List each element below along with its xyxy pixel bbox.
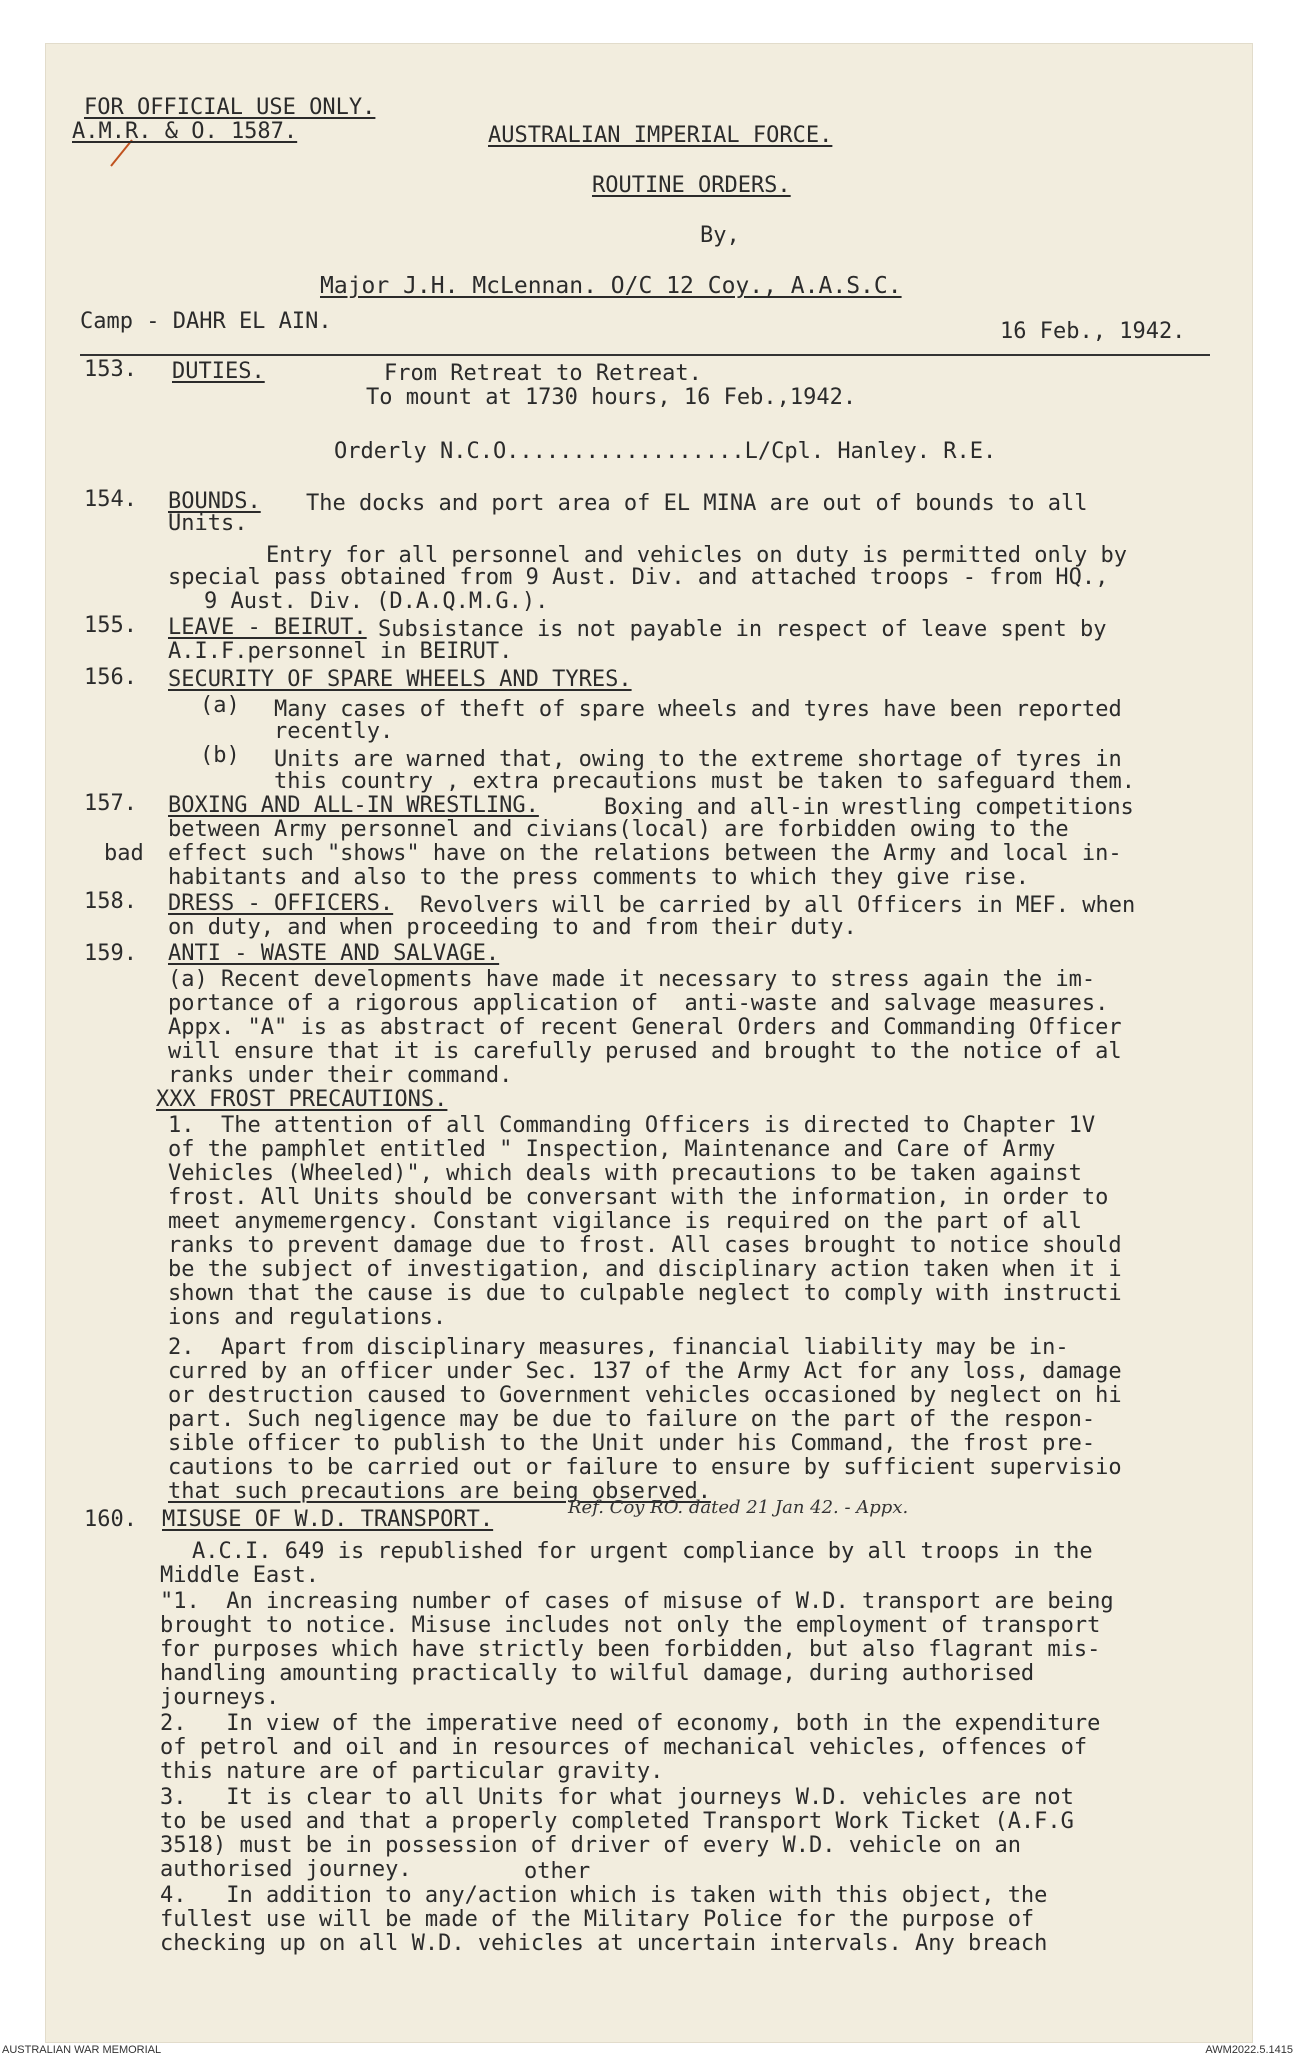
item-160-line: A.C.I. 649 is republished for urgent compliance by all troops in the	[192, 1539, 1093, 1564]
item-155-line: Subsistance is not payable in respect of leave spent by	[378, 617, 1107, 642]
item-159-line: that such precautions are being observed.	[168, 1479, 712, 1504]
item-159-line: will ensure that it is carefully perused and brought to the notice of al	[168, 1039, 1122, 1064]
official-use-label: FOR OFFICIAL USE ONLY.	[84, 95, 376, 120]
item-160-line: 3518) must be in possession of driver of every W.D. vehicle on an	[160, 1833, 1021, 1858]
item-156-line: Many cases of theft of spare wheels and tyres have been reported	[274, 697, 1122, 722]
item-156-line: Units are warned that, owing to the extreme shortage of tyres in	[274, 747, 1122, 772]
footer-source: AUSTRALIAN WAR MEMORIAL	[2, 2044, 162, 2056]
item-159-title: ANTI - WASTE AND SALVAGE.	[168, 941, 500, 966]
item-160-line: checking up on all W.D. vehicles at uncertain intervals. Any breach	[160, 1931, 1048, 1956]
item-160-line: fullest use will be made of the Military Police for the purpose of	[160, 1907, 1035, 1932]
item-159-line: portance of a rigorous application of anti-waste and salvage measures.	[168, 991, 1109, 1016]
item-153-line: Orderly N.C.O..................L/Cpl. Hanley. R.E.	[334, 439, 997, 464]
item-154-line: Units.	[168, 511, 248, 536]
item-155-line: A.I.F.personnel in BEIRUT.	[168, 639, 513, 664]
item-159-line: shown that the cause is due to culpable neglect to comply with instructi	[168, 1281, 1122, 1306]
item-159-line: 2. Apart from disciplinary measures, financial liability may be in-	[168, 1335, 1069, 1360]
item-160-line: to be used and that a properly completed Transport Work Ticket (A.F.G	[160, 1809, 1074, 1834]
item-157-margin-note: bad	[104, 841, 144, 866]
item-157-number: 157.	[84, 791, 137, 816]
item-159-line: sible officer to publish to the Unit under his Command, the frost pre-	[168, 1431, 1096, 1456]
item-160-insert: other	[524, 1859, 591, 1884]
item-160-line: "1. An increasing number of cases of misuse of W.D. transport are being	[160, 1589, 1114, 1614]
item-159-line: ranks to prevent damage due to frost. All cases brought to notice should	[168, 1233, 1122, 1258]
item-159-line: ranks under their command.	[168, 1063, 513, 1088]
item-156-a-label: (a)	[200, 693, 240, 718]
item-157-line: effect such "shows" have on the relations between the Army and local in-	[168, 841, 1122, 866]
item-157-line: habitants and also to the press comments to which they give rise.	[168, 865, 1029, 890]
item-159-line: or destruction caused to Government vehicles occasioned by neglect on hi	[168, 1383, 1122, 1408]
item-160-line: Middle East.	[160, 1563, 319, 1588]
item-158-line: on duty, and when proceeding to and from their duty.	[168, 915, 857, 940]
item-159-line: frost. All Units should be conversant with the information, in order to	[168, 1185, 1109, 1210]
frost-precautions-title: XXX FROST PRECAUTIONS.	[156, 1087, 448, 1112]
item-156-number: 156.	[84, 665, 137, 690]
item-155-title: LEAVE - BEIRUT.	[168, 615, 367, 640]
order-date: 16 Feb., 1942.	[1000, 319, 1186, 344]
item-159-line: meet anymemergency. Constant vigilance is required on the part of all	[168, 1209, 1082, 1234]
item-153-line: From Retreat to Retreat.	[384, 361, 702, 386]
item-157-line: Boxing and all-in wrestling competitions	[604, 795, 1134, 820]
item-160-line: this nature are of particular gravity.	[160, 1759, 664, 1784]
amr-reference: A.M.R. & O. 1587.	[72, 119, 298, 144]
item-154-title: BOUNDS.	[168, 489, 261, 514]
item-159-line: be the subject of investigation, and disciplinary action taken when it i	[168, 1257, 1122, 1282]
footer-reference: AWM2022.5.1415	[1205, 2044, 1293, 2056]
item-154-line: 9 Aust. Div. (D.A.Q.M.G.).	[204, 589, 549, 614]
item-156-line: recently.	[274, 719, 394, 744]
item-160-line: handling amounting practically to wilful damage, during authorised	[160, 1661, 1035, 1686]
item-160-line: journeys.	[160, 1685, 280, 1710]
item-158-number: 158.	[84, 889, 137, 914]
item-159-line: of the pamphlet entitled " Inspection, Maintenance and Care of Army	[168, 1137, 1056, 1162]
camp-line: Camp - DAHR EL AIN.	[80, 309, 332, 334]
item-154-line: The docks and port area of EL MINA are out of bounds to all	[306, 491, 1088, 516]
item-159-line: ions and regulations.	[168, 1305, 447, 1330]
item-158-line: Revolvers will be carried by all Officers in MEF. when	[420, 893, 1136, 918]
by-label: By,	[700, 223, 740, 248]
item-160-title: MISUSE OF W.D. TRANSPORT.	[162, 1507, 494, 1532]
item-160-line: brought to notice. Misuse includes not only the employment of transport	[160, 1613, 1101, 1638]
item-160-line: of petrol and oil and in resources of mechanical vehicles, offences of	[160, 1735, 1088, 1760]
item-159-number: 159.	[84, 941, 137, 966]
item-154-number: 154.	[84, 487, 137, 512]
item-154-line: special pass obtained from 9 Aust. Div. and attached troops - from HQ.,	[168, 565, 1109, 590]
author-line: Major J.H. McLennan. O/C 12 Coy., A.A.S.C.	[320, 273, 902, 299]
item-158-title: DRESS - OFFICERS.	[168, 891, 394, 916]
item-160-line: authorised journey.	[160, 1857, 412, 1882]
item-160-line: 4. In addition to any/action which is taken with this object, the	[160, 1883, 1048, 1908]
item-160-line: 3. It is clear to all Units for what journeys W.D. vehicles are not	[160, 1785, 1074, 1810]
header-rule	[80, 354, 1210, 356]
force-title: AUSTRALIAN IMPERIAL FORCE.	[488, 123, 833, 148]
item-159-line: part. Such negligence may be due to failure on the part of the respon-	[168, 1407, 1096, 1432]
item-154-line: Entry for all personnel and vehicles on duty is permitted only by	[266, 543, 1127, 568]
handwritten-annotation: Ref. Coy RO. dated 21 Jan 42. - Appx.	[568, 1497, 909, 1518]
doc-type-title: ROUTINE ORDERS.	[592, 173, 791, 198]
item-156-line: this country , extra precautions must be taken to safeguard them.	[274, 769, 1135, 794]
item-159-line: curred by an officer under Sec. 137 of the Army Act for any loss, damage	[168, 1359, 1122, 1384]
item-157-title: BOXING AND ALL-IN WRESTLING.	[168, 793, 539, 818]
item-160-number: 160.	[84, 1507, 137, 1532]
item-160-line: for purposes which have strictly been forbidden, but also flagrant mis-	[160, 1637, 1101, 1662]
item-159-line: 1. The attention of all Commanding Officers is directed to Chapter 1V	[168, 1113, 1096, 1138]
item-157-line: between Army personnel and civians(local) are forbidden owing to the	[168, 817, 1069, 842]
item-160-line: 2. In view of the imperative need of economy, both in the expenditure	[160, 1711, 1101, 1736]
item-159-line: cautions to be carried out or failure to ensure by sufficient supervisio	[168, 1455, 1122, 1480]
item-159-line: Vehicles (Wheeled)", which deals with precautions to be taken against	[168, 1161, 1082, 1186]
item-156-title: SECURITY OF SPARE WHEELS AND TYRES.	[168, 667, 632, 692]
item-153-title: DUTIES.	[172, 359, 265, 384]
item-159-line: Appx. "A" is as abstract of recent General Orders and Commanding Officer	[168, 1015, 1122, 1040]
item-156-b-label: (b)	[200, 743, 240, 768]
item-153-line: To mount at 1730 hours, 16 Feb.,1942.	[366, 385, 857, 410]
item-153-number: 153.	[84, 357, 137, 382]
item-155-number: 155.	[84, 613, 137, 638]
item-159-line: (a) Recent developments have made it necessary to stress again the im-	[168, 967, 1096, 992]
